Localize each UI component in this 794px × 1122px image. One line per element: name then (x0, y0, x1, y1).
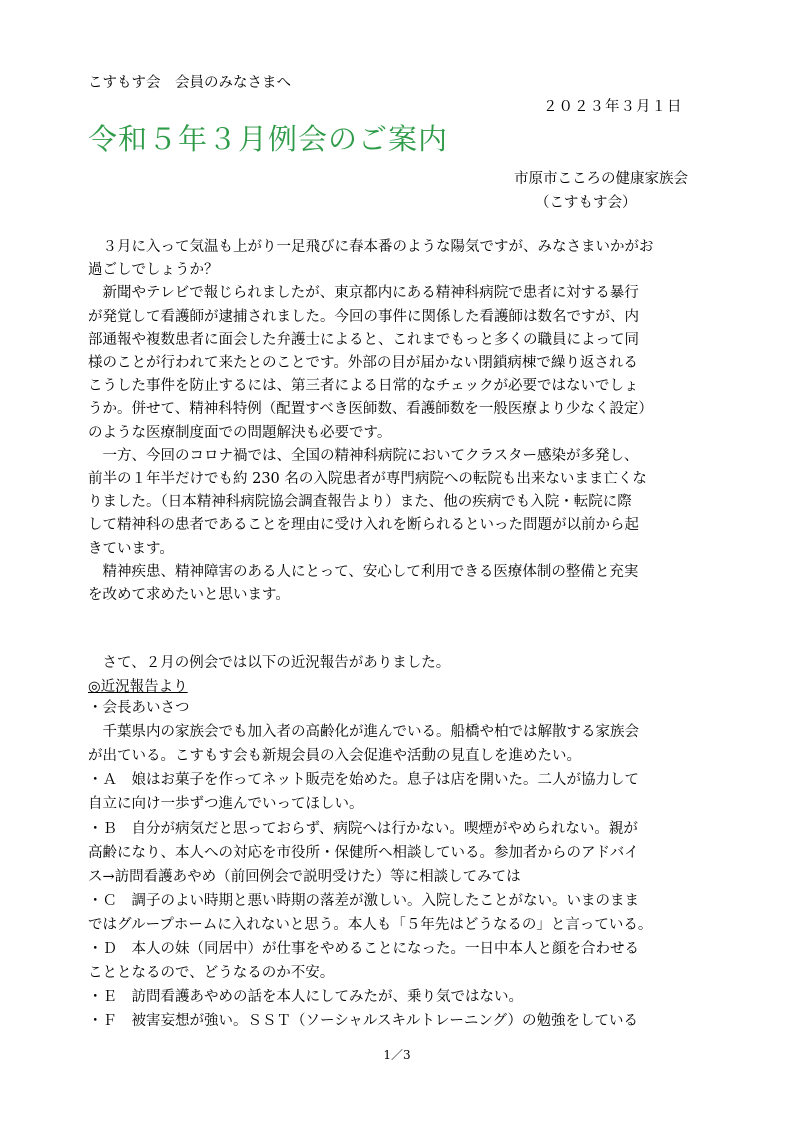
report-line: ではグループホームに入れないと思う。本人も「５年先はどうなるの」と言っている。 (88, 916, 653, 933)
paragraph-line: 過ごしでしょうか？ (88, 262, 219, 279)
paragraph-line: が発覚して看護師が逮捕されました。今回の事件に関係した看護師は数名ですが、内 (88, 308, 639, 325)
report-line: ・Ｆ 被害妄想が強い。ＳＳＴ（ソーシャルスキルトレーニング）の勉強をしている (88, 1013, 638, 1030)
report-line: ・Ａ 娘はお菓子を作ってネット販売を始めた。息子は店を開いた。二人が協力して (88, 772, 639, 789)
paragraph-line: 様のことが行われて来たとのことです。外部の目が届かない閉鎖病棟で繰り返される (88, 355, 638, 371)
report-line: が出ている。こすもす会も新規会員の入会促進や活動の見直しを進めたい。 (88, 748, 581, 765)
report-line: ・Ｅ 訪問看護あやめの話を本人にしてみたが、乗り気ではない。 (88, 989, 523, 1006)
paragraph-line: を改めて求めたいと思います。 (88, 587, 290, 603)
page-number: 1／3 (383, 1048, 411, 1062)
paragraph-line: 前半の１年半だけでも約 230 名の入院患者が専門病院への転院も出来ないまま亡くな (88, 471, 647, 487)
addressee: こすもす会 会員のみなさまへ (88, 75, 291, 91)
report-line: ・会長あいさつ (88, 700, 190, 716)
paragraph-line: うか。併せて、精神科特例（配置すべき医師数、看護師数を一般医療より少なく設定） (88, 401, 653, 418)
paragraph-line: 精神疾患、精神障害のある人にとって、安心して利用できる医療体制の整備と充実 (88, 563, 639, 580)
paragraph-line: 一方、今回のコロナ禍では、全国の精神科病院においてクラスター感染が多発し、 (88, 447, 639, 464)
report-line: ス→訪問看護あやめ（前回例会で説明受けた）等に相談してみては (88, 868, 521, 885)
paragraph-line: こうした事件を防止するには、第三者による日常的なチェックが必要ではないでしょ (88, 378, 639, 395)
paragraph-line: りました。（日本精神科病院協会調査報告より）また、他の疾病でも入院・転院に際 (88, 494, 632, 511)
report-line: ・Ｄ 本人の妹（同居中）が仕事をやめることになった。一日中本人と顔を合わせる (88, 941, 639, 957)
report-line: 高齢になり、本人への対応を市役所・保健所へ相談している。参加者からのアドバイ (88, 844, 639, 861)
report-line: ・Ｂ 自分が病気だと思っておらず、病院へは行かない。喫煙がやめられない。親が (88, 820, 638, 837)
paragraph-line: のような医療制度面での問題解決も必要です。 (88, 424, 392, 441)
report-line: 自立に向け一歩ずつ進んでいってほしい。 (88, 796, 364, 813)
paragraph-line: して精神科の患者であることを理由に受け入れを断られるといった問題が以前から起 (88, 517, 639, 534)
report-line: 千葉県内の家族会でも加入者の高齢化が進んでいる。船橋や柏では解散する家族会 (88, 724, 639, 741)
paragraph-line: きています。 (88, 540, 174, 557)
org-name: 市原市こころの健康家族会 (514, 171, 688, 187)
page-title: 令和５年３月例会のご案内 (88, 122, 449, 156)
paragraph-line: ３月に入って気温も上がり一足飛びに春本番のような陽気ですが、みなさまいかがお (88, 239, 654, 255)
date: ２０２３年３月１日 (543, 99, 683, 115)
paragraph-line: 部通報や複数患者に面会した弁護士によると、これまでもっと多くの職員によって同 (88, 331, 639, 348)
section-heading: ◎近況報告より (88, 679, 188, 695)
intro-line: さて、２月の例会では以下の近況報告がありました。 (88, 655, 451, 671)
org-alias: （こすもす会） (535, 195, 637, 211)
paragraph-line: 新聞やテレビで報じられましたが、東京都内にある精神科病院で患者に対する暴行 (88, 285, 639, 302)
report-line: ・Ｃ 調子のよい時期と悪い時期の落差が激しい。入院したことがない。いまのまま (88, 892, 639, 909)
report-line: こととなるので、どうなるのか不安。 (88, 965, 335, 982)
